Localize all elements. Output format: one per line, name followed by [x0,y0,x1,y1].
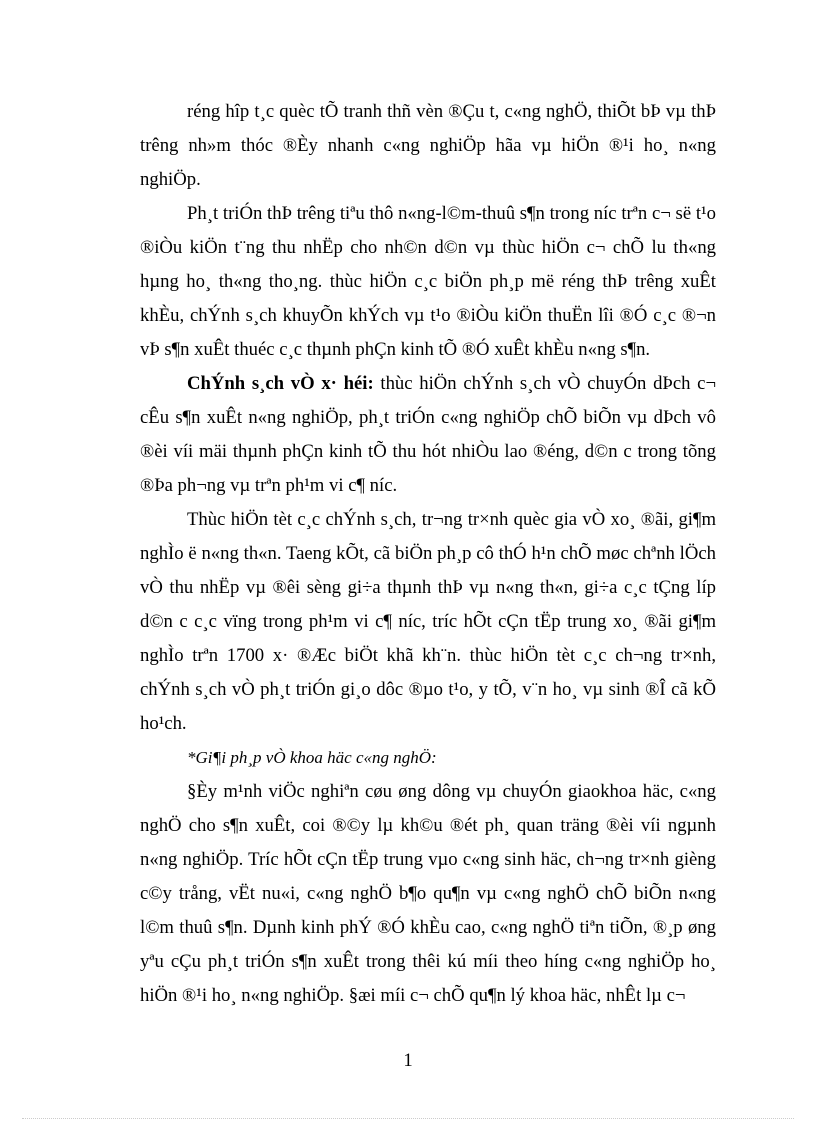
body-text [140,95,716,1013]
bold-lead-in: ChÝnh s¸ch vÒ x· héi: [187,373,374,394]
paragraph-text: thùc hiÖn chÝnh s¸ch vÒ chuyÓn dÞch c¬ cÊu s¶n xuÊt n«ng nghiÖp, ph¸t triÓn c«ng nghiÖp chÕ biÕn vµ dÞch vô ®èi víi mäi thµnh phÇn kinh tÕ thu hót nhiÒu lao ®éng, d©n c trong tõng ®Þa ph¬ng vµ trªn ph¹m vi c¶ níc. [140,373,716,496]
page-number: 1 [403,1050,413,1071]
paragraph: Thùc hiÖn tèt c¸c chÝnh s¸ch, tr¬ng tr×nh quèc gia vÒ xo¸ ®ãi, gi¶m nghÌo ë n«ng th«n. Taeng kÕt, cã biÖn ph¸p cô thÓ h¹n chÕ møc chªnh lÖch vÒ thu nhËp vµ ®êi sèng gi÷a thµnh thÞ vµ n«ng th«n, gi÷a c¸c tÇng líp d©n c c¸c vïng trong ph¹m vi c¶ níc, tríc hÕt cÇn tËp trung xo¸ ®ãi gi¶m nghÌo trªn 1700 x· ®Æc biÖt khã kh¨n. thùc hiÖn tèt c¸c ch¬ng tr×nh, chÝnh s¸ch vÒ ph¸t triÓn gi¸o dôc ®µo t¹o, y tÕ, v¨n ho¸ vµ sinh ®Î cã kÕ ho¹ch. [140,509,716,734]
paragraph: §Èy m¹nh viÖc nghiªn cøu øng dông vµ chuyÓn giaokhoa häc, c«ng nghÖ cho s¶n xuÊt, coi ®©y lµ kh©u ®ét ph¸ quan träng ®èi víi ngµnh n«ng nghiÖp. Tríc hÕt cÇn tËp trung vµo c«ng sinh häc, ch¬ng tr×nh gièng c©y trång, vËt nu«i, c«ng nghÖ b¶o qu¶n vµ c«ng nghÖ chÕ biÕn n«ng l©m thuû s¶n. Dµnh kinh phÝ ®Ó khÈu cao, c«ng nghÖ tiªn tiÕn, ®¸p øng yªu cÇu ph¸t triÓn s¶n xuÊt trong thêi kú míi theo híng c«ng nghiÖp ho¸ hiÖn ®¹i ho¸ n«ng nghiÖp. §æi míi c¬ chÕ qu¶n lý khoa häc, nhÊt lµ c¬ [140,781,716,1006]
paragraph [140,367,716,503]
section-heading: *Gi¶i ph¸p vÒ khoa häc c«ng nghÖ: [187,748,437,767]
paragraph: Ph¸t triÓn thÞ trêng tiªu thô n«ng-l©m-thuû s¶n trong níc trªn c¬ së t¹o ®iÒu kiÖn t¨ng thu nhËp cho nh©n d©n vµ thùc hiÖn c¬ chÕ lu th«ng hµng ho¸ th«ng tho¸ng. thùc hiÖn c¸c biÖn ph¸p më réng thÞ trêng xuÊt khÈu, chÝnh s¸ch khuyÕn khÝch vµ t¹o ®iÒu kiÖn thuËn lîi ®Ó c¸c ®¬n vÞ s¶n xuÊt thuéc c¸c thµnh phÇn kinh tÕ ®Ó xuÊt khÈu n«ng s¶n. [140,203,716,360]
paragraph: réng hîp t¸c quèc tÕ tranh thñ vèn ®Çu t, c«ng nghÖ, thiÕt bÞ vµ thÞ trêng nh»m thóc ®Èy nhanh c«ng nghiÖp hãa vµ hiÖn ®¹i ho¸ n«ng nghiÖp. [140,101,716,190]
page-bottom-divider [22,1118,794,1119]
